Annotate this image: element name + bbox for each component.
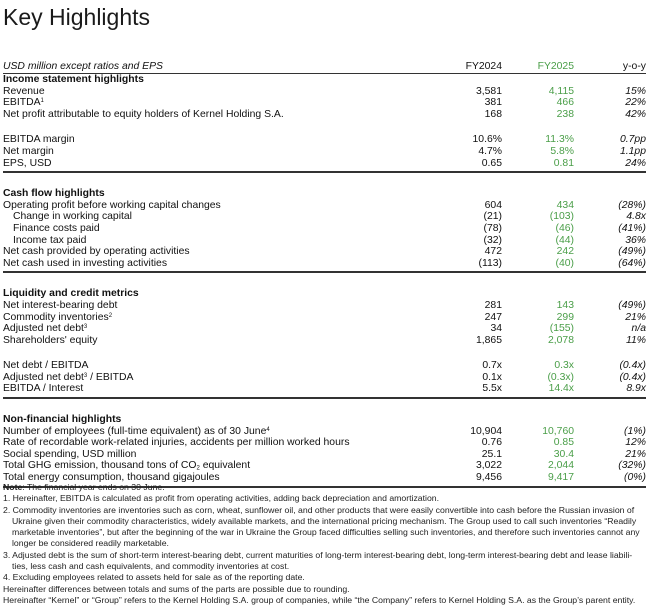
row-label: [3, 360, 442, 372]
table-row: [3, 146, 646, 158]
row-label-text: Revenue: [3, 85, 45, 97]
value-yoy: (41%): [618, 222, 646, 234]
value-fy2024: 168: [484, 108, 502, 120]
table-row: [3, 223, 646, 235]
value-fy2025: 143: [556, 299, 574, 311]
value-fy2024: 3,022: [475, 460, 502, 472]
value-yoy: 12%: [625, 437, 646, 449]
value-yoy: 11%: [625, 334, 646, 346]
row-label-text: Change in working capital: [13, 211, 132, 223]
value-fy2024: 9,456: [475, 472, 502, 484]
value-fy2025: 299: [556, 311, 574, 323]
value-fy2025: (46): [555, 222, 574, 234]
footnote-ref: 3: [83, 324, 88, 331]
table-row: [3, 200, 646, 212]
value-yoy: (28%): [618, 199, 646, 211]
table-row: [3, 312, 646, 324]
key-highlights-table: [3, 61, 646, 488]
col-fy2024-header: FY2024: [465, 61, 502, 72]
row-label-text: Finance costs paid: [13, 222, 100, 234]
row-label: [3, 109, 442, 121]
row-label-text: Total energy consumption, thousand gigajoules: [3, 472, 220, 484]
value-fy2024: 604: [484, 199, 502, 211]
row-label: [3, 223, 442, 235]
row-label-suffix: / EBITDA: [87, 371, 134, 383]
value-yoy: (0.4x): [619, 371, 646, 383]
value-fy2025: 2,078: [547, 334, 574, 346]
footnotes: [3, 482, 648, 606]
value-fy2025: 4,115: [548, 85, 574, 97]
section-1: [3, 188, 646, 273]
value-fy2024: (32): [483, 234, 502, 246]
value-yoy: (64%): [618, 257, 646, 269]
page-title: Key Highlights: [3, 4, 151, 30]
section-title: Cash flow highlights: [3, 188, 105, 200]
footer-note: Hereinafter “Kernel” or “Group” refers to the Kernel Holding S.A. group of companies, while “the Company” refers to Kernel Holding S.A. as the Group’s parent entity.: [3, 594, 636, 605]
value-fy2025: 0.3x: [554, 360, 574, 372]
row-label: [3, 372, 442, 384]
row-label-text: EBITDA margin: [3, 134, 75, 146]
value-fy2024: 4.7%: [478, 145, 502, 157]
row-label: [3, 383, 442, 395]
value-fy2024: 0.1x: [482, 371, 502, 383]
table-header: [3, 61, 646, 74]
value-fy2024: 381: [484, 97, 502, 109]
section-title: Income statement highlights: [3, 74, 144, 85]
row-label-text: Total GHG emission, thousand tons of CO: [3, 460, 197, 472]
row-label-suffix: equivalent: [199, 460, 251, 472]
row-label: [3, 134, 442, 146]
row-label-text: Social spending, USD million: [3, 448, 137, 460]
row-label: [3, 323, 442, 335]
note-text: : The financial year ends on 30 June.: [22, 482, 165, 492]
row-label-text: EBITDA / Interest: [3, 383, 84, 395]
row-label: [3, 258, 442, 270]
value-fy2024: 247: [484, 311, 502, 323]
subscript: 2: [196, 466, 200, 473]
row-label-text: Net interest-bearing debt: [3, 299, 118, 311]
table-row: [3, 383, 646, 395]
value-yoy: 1.1pp: [619, 145, 646, 157]
table-row: [3, 235, 646, 247]
value-fy2025: 14.4x: [548, 383, 574, 395]
row-label: [3, 146, 442, 158]
table-row: [3, 300, 646, 312]
row-label-text: Operating profit before working capital changes: [3, 199, 221, 211]
value-fy2025: 5.8%: [550, 145, 574, 157]
row-label-text: Net margin: [3, 145, 54, 157]
note-fiscal-year: [3, 482, 648, 493]
value-fy2024: 25.1: [481, 448, 502, 460]
value-fy2025: 434: [556, 199, 574, 211]
value-yoy: 15%: [625, 85, 646, 97]
value-yoy: 21%: [625, 448, 646, 460]
value-fy2025: (40): [555, 257, 574, 269]
value-yoy: 0.7pp: [619, 134, 646, 146]
row-label-text: Commodity inventories: [3, 311, 109, 323]
table-row: [3, 460, 646, 472]
units-label: USD million except ratios and EPS: [3, 61, 163, 72]
group-spacer: [3, 346, 646, 360]
value-fy2024: (21): [483, 211, 502, 223]
section-title: Liquidity and credit metrics: [3, 288, 139, 300]
footnote-2: 2. Commodity inventories are inventories such as corn, wheat, sunflower oil, and other products that were easily convertible into cash before the Russian invasion of Ukraine given their commodity characteristics, widely available markets, and the international pricing mechanism. The Group used to call such inventories “Readily marketable inventories”, but after the beginning of the war in Ukraine the Group faced difficulties selling such inventories, and therefore such inventories cannot any longer be considered readily marketable.: [3, 504, 640, 549]
value-fy2024: 281: [484, 299, 502, 311]
value-yoy: 42%: [625, 108, 646, 120]
table-row: [3, 134, 646, 146]
value-fy2025: 2,044: [547, 460, 574, 472]
value-fy2025: (44): [555, 234, 574, 246]
row-label: [3, 449, 442, 461]
value-fy2025: 11.3%: [545, 134, 574, 146]
value-fy2025: 10,760: [542, 425, 574, 437]
value-fy2024: 10,904: [470, 425, 502, 437]
value-fy2025: 0.85: [553, 437, 574, 449]
table-row: [3, 97, 646, 109]
value-yoy: (0%): [624, 472, 646, 484]
row-label: [3, 246, 442, 258]
value-fy2024: 0.7x: [482, 360, 502, 372]
section-3: [3, 414, 646, 488]
table-row: [3, 109, 646, 121]
row-label: [3, 460, 442, 472]
row-label-text: Number of employees (full-time equivalent) as of 30 June: [3, 425, 267, 437]
row-label-text: Income tax paid: [13, 234, 87, 246]
row-label: [3, 300, 442, 312]
value-fy2024: 3,581: [475, 85, 502, 97]
table-row: [3, 246, 646, 258]
row-label-text: Net profit attributable to equity holders of Kernel Holding S.A.: [3, 108, 284, 120]
col-fy2025-header: FY2025: [537, 61, 574, 72]
value-fy2024: 0.65: [481, 157, 502, 169]
row-label-text: Net debt / EBITDA: [3, 360, 89, 372]
table-row: [3, 372, 646, 384]
footnote-4: 4. Excluding employees related to assets held for sale as of the reporting date.: [3, 572, 305, 583]
table-row: [3, 449, 646, 461]
value-fy2025: 466: [556, 97, 574, 109]
row-label: [3, 235, 442, 247]
value-yoy: 4.8x: [626, 211, 646, 223]
value-yoy: 24%: [625, 157, 646, 169]
footnote-ref: 2: [108, 312, 113, 319]
row-label: [3, 200, 442, 212]
table-row: [3, 258, 646, 270]
table-row: [3, 426, 646, 438]
value-fy2024: 5.5x: [482, 383, 502, 395]
value-yoy: n/a: [631, 323, 646, 335]
footnote-ref: 1: [40, 98, 44, 105]
table-row: [3, 335, 646, 347]
value-yoy: 22%: [625, 97, 646, 109]
value-fy2024: 10.6%: [472, 134, 502, 146]
row-label: [3, 211, 442, 223]
row-label: [3, 437, 442, 449]
value-yoy: 21%: [625, 311, 646, 323]
value-yoy: (0.4x): [619, 360, 646, 372]
value-fy2025: 238: [556, 108, 574, 120]
value-yoy: (32%): [618, 460, 646, 472]
note-label: Note: [3, 482, 23, 492]
table-row: [3, 86, 646, 98]
table-row: [3, 360, 646, 372]
value-yoy: 36%: [625, 234, 646, 246]
footnote-ref: 4: [266, 426, 270, 433]
value-fy2025: (103): [549, 211, 574, 223]
col-yoy-header: y-o-y: [622, 61, 646, 72]
value-fy2024: 0.76: [481, 437, 502, 449]
value-fy2025: 9,417: [547, 472, 574, 484]
row-label-text: Net cash used in investing activities: [3, 257, 168, 269]
row-label: [3, 426, 442, 438]
table-row: [3, 158, 646, 170]
footnote-3: 3. Adjusted debt is the sum of short-term interest-bearing debt, current maturities of long-term interest-bearing debt, long-term interest-bearing debt and lease liabili-ties, less cash and cash equivalents, and commodity inventories at cost.: [3, 549, 633, 572]
row-label-text: Shareholders' equity: [3, 334, 98, 346]
row-label: [3, 312, 442, 324]
footnote-1: 1. Hereinafter, EBITDA is calculated as profit from operating activities, adding back depreciation and amortization.: [3, 493, 440, 504]
section-title: Non-financial highlights: [3, 414, 122, 426]
value-fy2024: 1,865: [475, 334, 502, 346]
row-label-text: EBITDA: [3, 97, 41, 109]
table-row: [3, 323, 646, 335]
value-yoy: (49%): [618, 299, 646, 311]
value-fy2024: (78): [483, 222, 502, 234]
table-row: [3, 437, 646, 449]
value-yoy: 8.9x: [626, 383, 646, 395]
row-label: [3, 86, 442, 98]
section-0: [3, 74, 646, 173]
value-fy2025: 0.81: [553, 157, 574, 169]
group-spacer: [3, 120, 646, 134]
footnote-ref: 3: [83, 372, 88, 379]
row-label-text: Rate of recordable work-related injuries, accidents per million worked hours: [3, 437, 350, 449]
value-fy2025: 242: [556, 246, 574, 258]
row-label-text: Net cash provided by operating activities: [3, 246, 190, 258]
value-yoy: (1%): [624, 425, 646, 437]
value-fy2025: (155): [549, 323, 574, 335]
row-label: [3, 158, 442, 170]
row-label-text: Adjusted net debt: [3, 323, 84, 335]
row-label: [3, 97, 442, 109]
section-2: [3, 288, 646, 399]
footer-note: Hereinafter differences between totals and sums of the parts are possible due to rounding.: [3, 583, 350, 594]
row-label: [3, 335, 442, 347]
value-fy2024: 34: [490, 323, 502, 335]
value-fy2025: 30.4: [553, 448, 574, 460]
row-label-text: Adjusted net debt: [3, 371, 84, 383]
value-fy2024: 472: [484, 246, 502, 258]
row-label-text: EPS, USD: [3, 157, 52, 169]
table-row: [3, 211, 646, 223]
value-fy2024: (113): [478, 257, 502, 269]
value-yoy: (49%): [618, 246, 646, 258]
value-fy2025: (0.3x): [547, 371, 574, 383]
